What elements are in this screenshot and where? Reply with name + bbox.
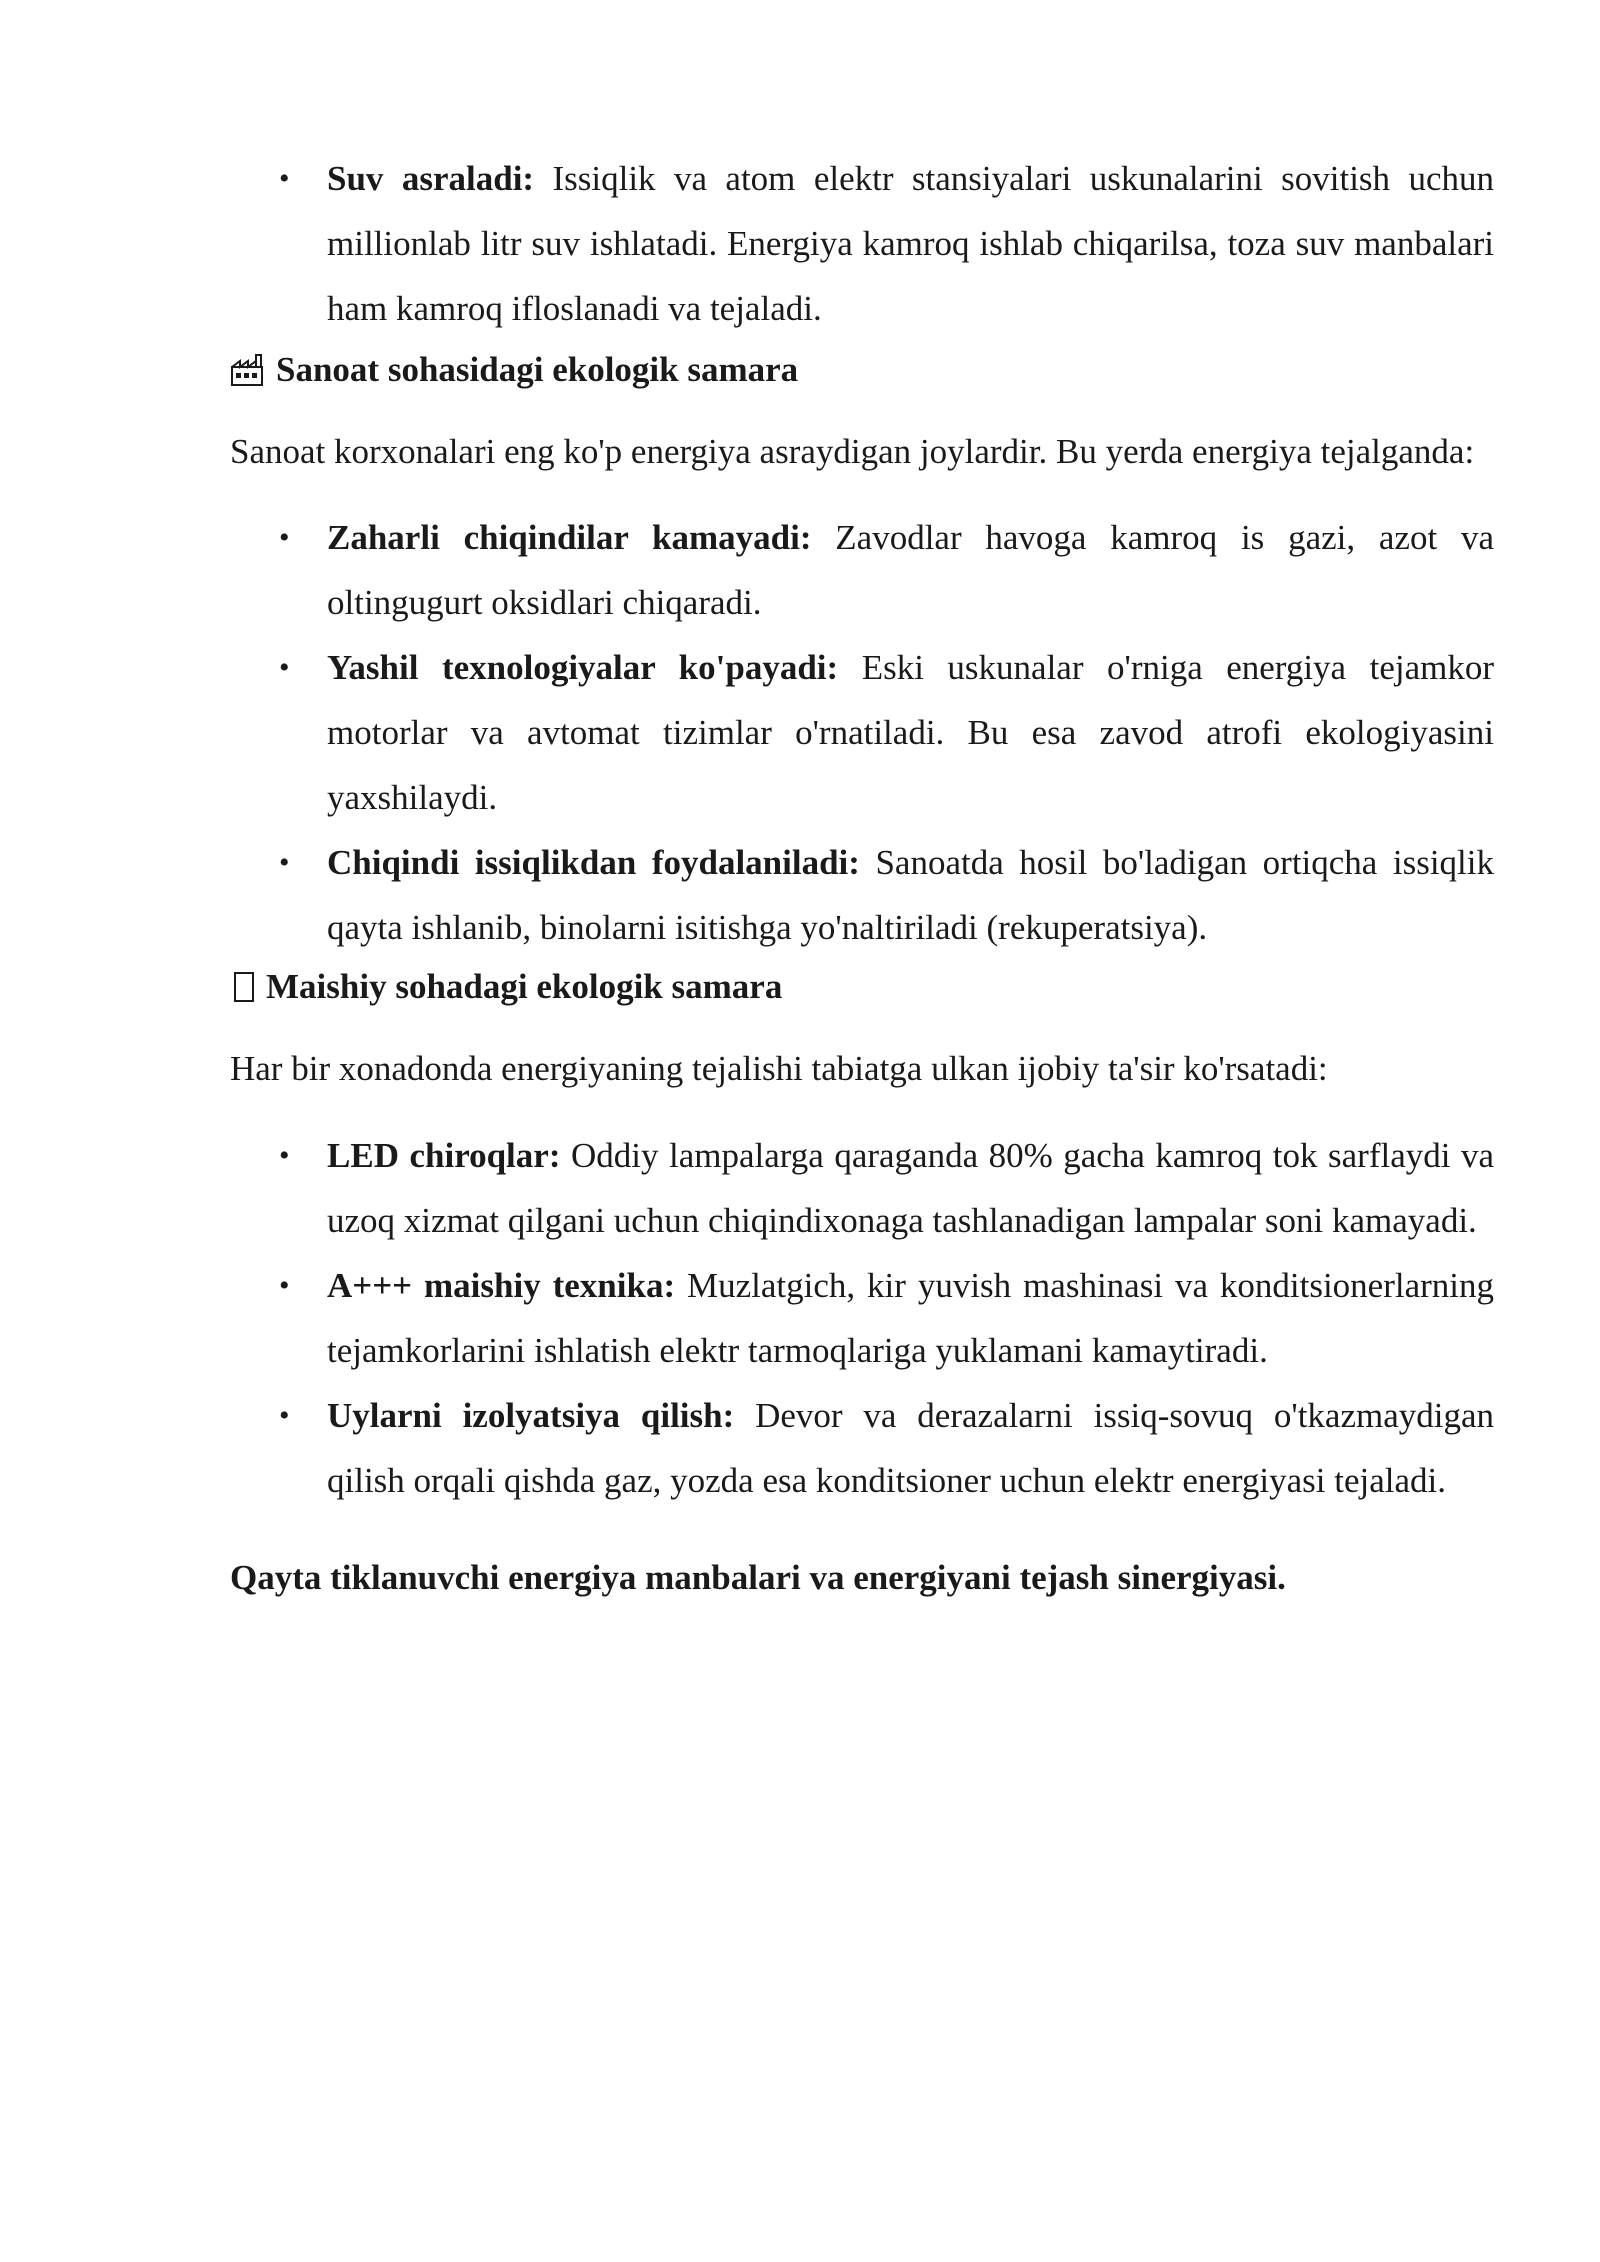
- list-item-term: A+++ maishiy texnika:: [327, 1266, 676, 1305]
- industry-intro: Sanoat korxonalari eng ko'p energiya asraydigan joylardir. Bu yerda energiya tejalganda:: [230, 432, 1475, 471]
- list-item-term: LED chiroqlar:: [327, 1136, 561, 1175]
- bullet-icon: •: [279, 1399, 290, 1432]
- list-item-term: Zaharli chiqindilar kamayadi:: [327, 518, 812, 557]
- list-item: [230, 830, 1494, 960]
- list-item-text: Zavodlar havoga kamroq is gazi, azot va oltingugurt oksidlari chiqaradi.: [327, 518, 1495, 622]
- list-item-term: Chiqindi issiqlikdan foydalaniladi:: [327, 843, 860, 882]
- list-item-term: Yashil texnologiyalar ko'payadi:: [327, 648, 839, 687]
- bullet-icon: •: [279, 651, 290, 684]
- list-item-text: Issiqlik va atom elektr stansiyalari uskunalarini sovitish uchun millionlab litr suv ishlatadi. Energiya kamroq ishlab chiqarilsa, toza suv manbalari ham kamroq ifloslanadi va tejaladi.: [327, 159, 1495, 328]
- list-item-text: Oddiy lampalarga qaraganda 80% gacha kamroq tok sarflaydi va uzoq xizmat qilgani uchun chiqindixonaga tashlanadigan lampalar soni kamayadi.: [327, 1136, 1494, 1240]
- list-item-text: Muzlatgich, kir yuvish mashinasi va konditsionerlarning tejamkorlarini ishlatish elektr tarmoqlariga yuklamani kamaytiradi.: [327, 1266, 1494, 1370]
- list-item-text: Sanoatda hosil bo'ladigan ortiqcha issiqlik qayta ishlanib, binolarni isitishga yo'naltiriladi (rekuperatsiya).: [327, 843, 1494, 947]
- closing-section-title: Qayta tiklanuvchi energiya manbalari va energiyani tejash sinergiyasi.: [230, 1558, 1286, 1597]
- bullet-icon: •: [279, 162, 290, 195]
- list-item-text: Eski uskunalar o'rniga energiya tejamkor motorlar va avtomat tizimlar o'rnatiladi. Bu esa zavod atrofi ekologiyasini yaxshilaydi.: [327, 648, 1494, 817]
- industry-heading-text: Sanoat sohasidagi ekologik samara: [276, 350, 799, 389]
- list-item: [230, 1383, 1494, 1513]
- list-item: [230, 146, 1494, 341]
- household-heading: [230, 962, 1494, 1012]
- industry-heading: [230, 345, 1494, 395]
- household-heading-text: Maishiy sohadagi ekologik samara: [266, 967, 783, 1006]
- missing-glyph-icon: [234, 972, 254, 1002]
- list-item: [230, 635, 1494, 830]
- list-item-term: Uylarni izolyatsiya qilish:: [327, 1396, 735, 1435]
- household-list: [230, 1123, 1494, 1513]
- bullet-icon: •: [279, 1269, 290, 1302]
- list-item: [230, 505, 1494, 635]
- bullet-icon: •: [279, 846, 290, 879]
- document-page: [230, 146, 1494, 1603]
- factory-icon: [230, 353, 264, 387]
- bullet-icon: •: [279, 521, 290, 554]
- bullet-icon: •: [279, 1139, 290, 1172]
- household-intro: Har bir xonadonda energiyaning tejalishi tabiatga ulkan ijobiy ta'sir ko'rsatadi:: [230, 1049, 1328, 1088]
- industry-list: [230, 505, 1494, 960]
- list-item: [230, 1123, 1494, 1253]
- list-item-term: Suv asraladi:: [327, 159, 535, 198]
- list-item-text: Devor va derazalarni issiq-sovuq o'tkazmaydigan qilish orqali qishda gaz, yozda esa konditsioner uchun elektr energiyasi tejaladi.: [327, 1396, 1495, 1500]
- water-list: [230, 146, 1494, 341]
- list-item: [230, 1253, 1494, 1383]
